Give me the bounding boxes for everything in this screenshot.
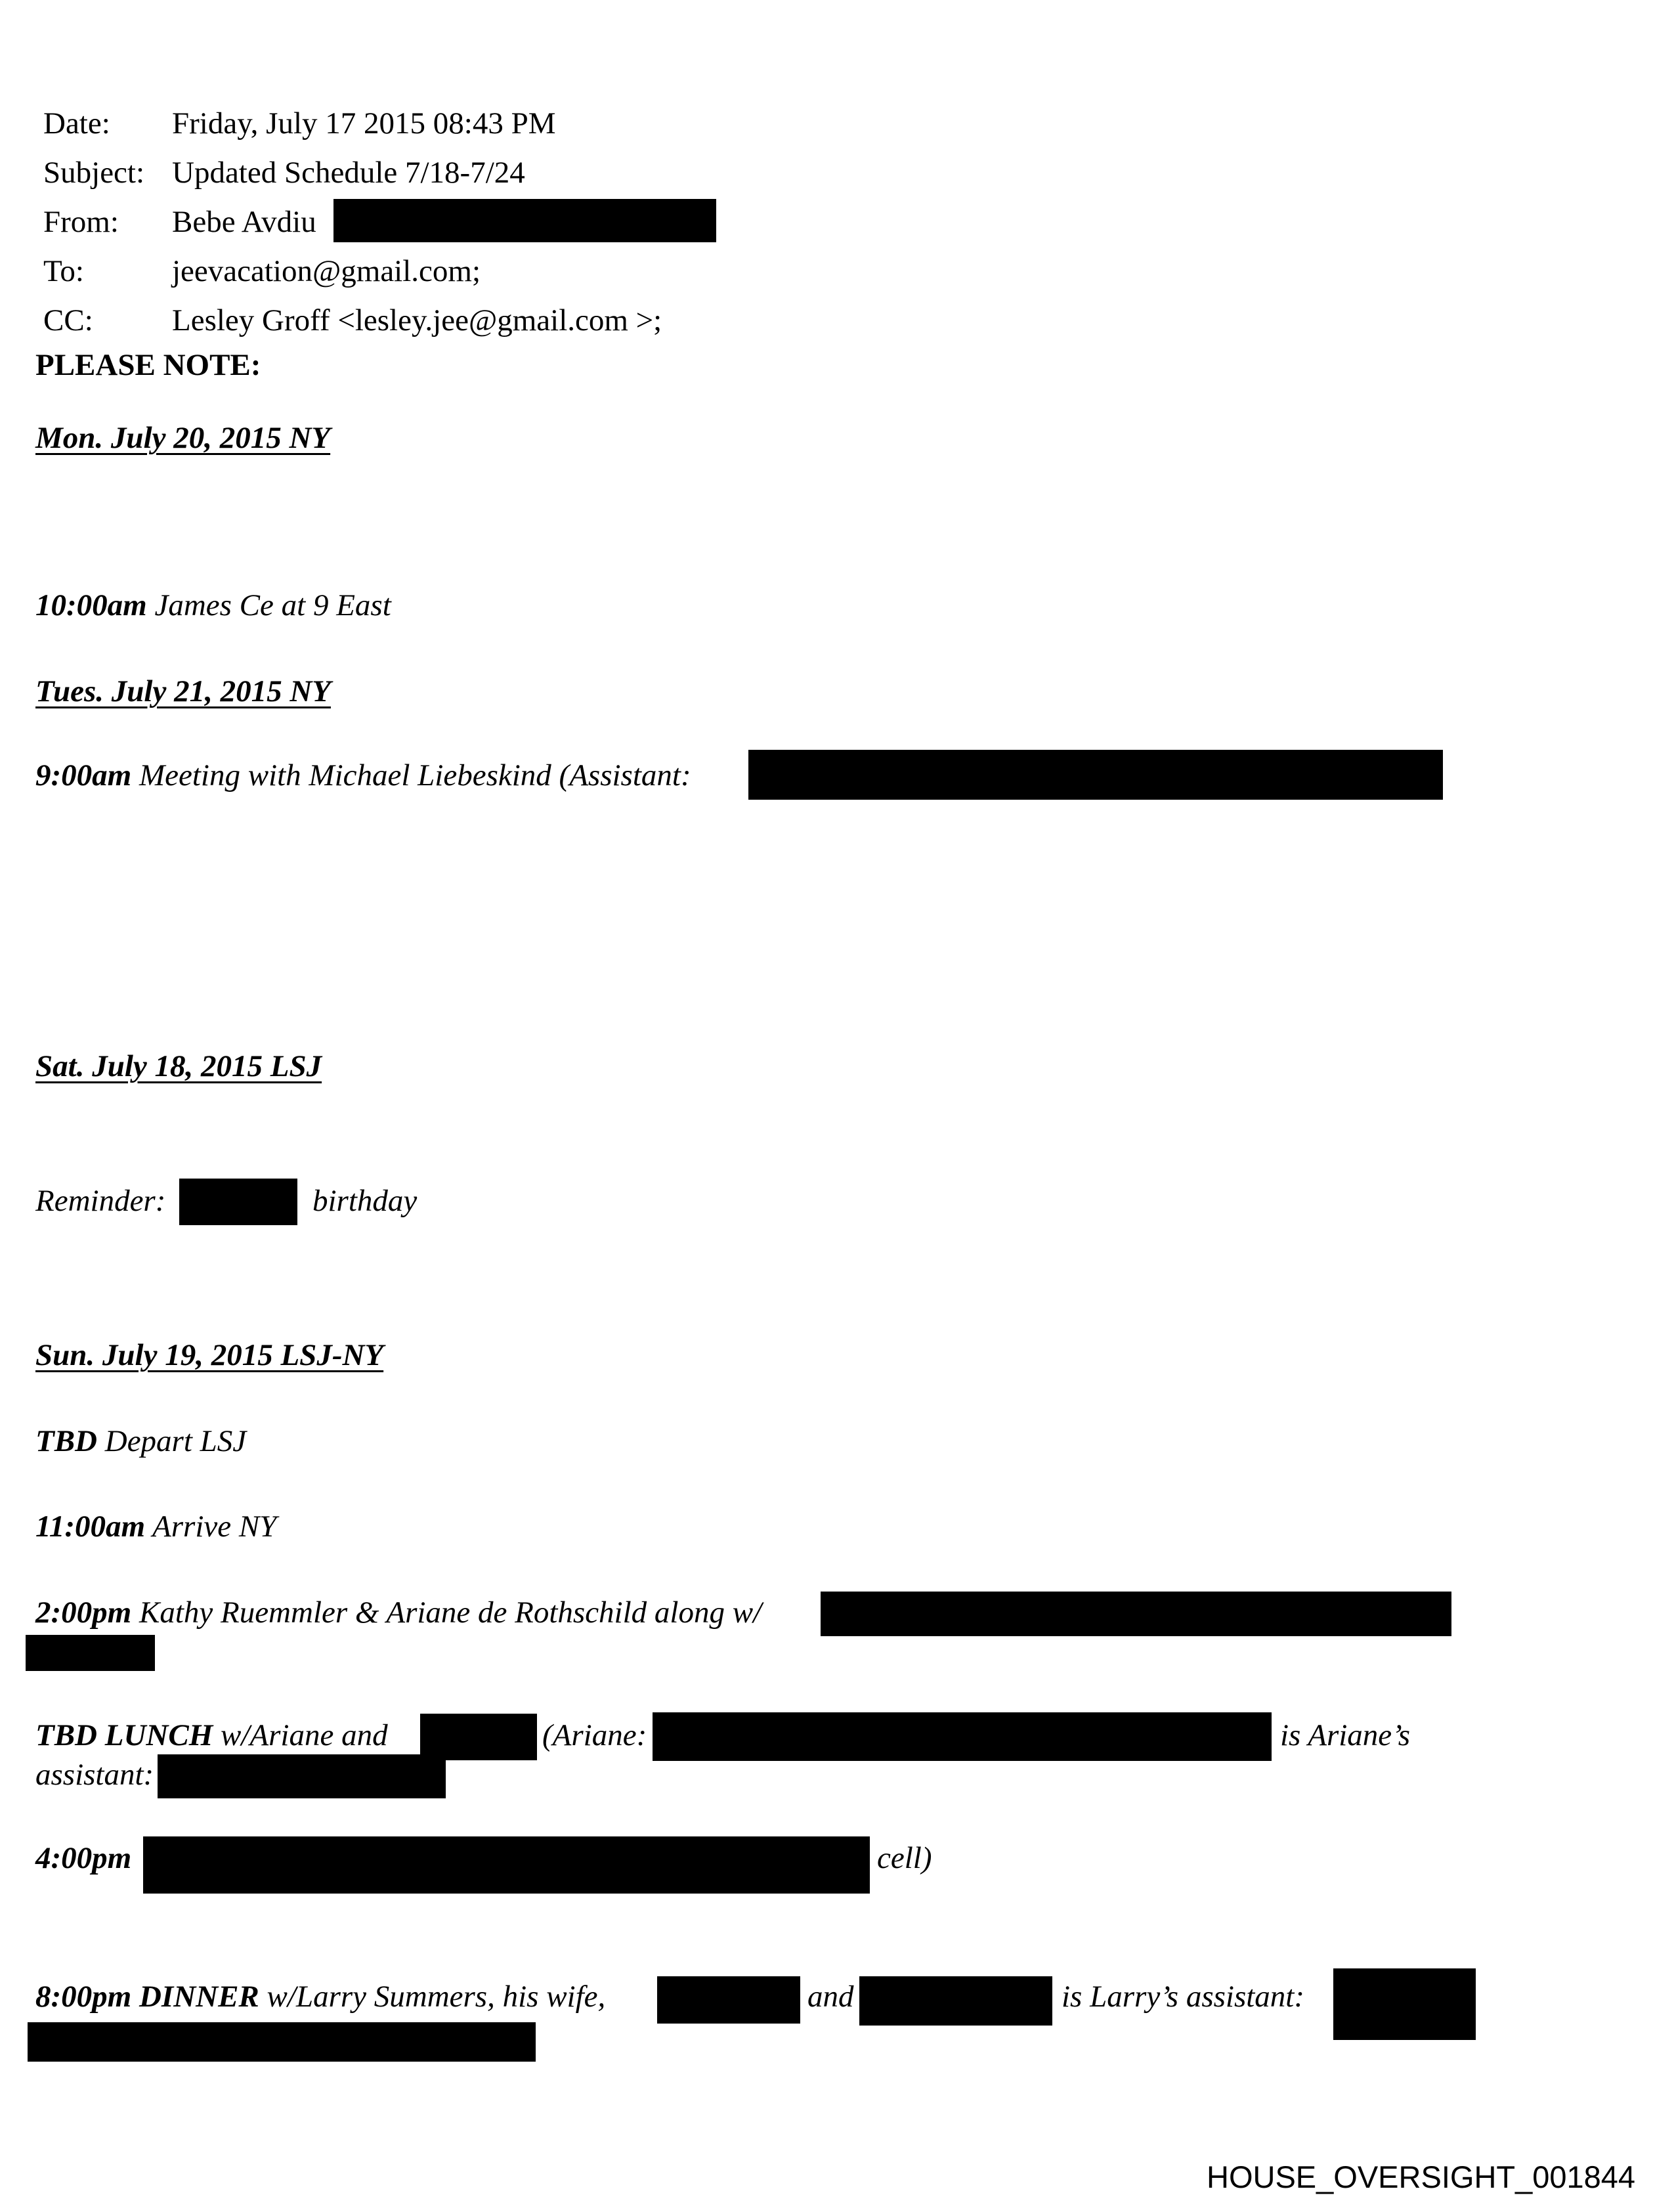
event-text: Depart LSJ (104, 1424, 247, 1458)
redaction-block (28, 2022, 536, 2062)
redaction-block (179, 1179, 297, 1225)
event-text: (Ariane: (542, 1718, 647, 1752)
event-sun-4 (35, 1720, 388, 1751)
event-text: and (807, 1980, 854, 2014)
from-label: From: (43, 205, 119, 239)
event-time: 10:00am (35, 588, 147, 622)
redaction-block (158, 1754, 446, 1798)
event-text: cell) (877, 1841, 932, 1875)
day-heading-sat: Sat. July 18, 2015 LSJ (35, 1049, 322, 1083)
subject-label: Subject: (43, 156, 145, 190)
event-sun-6 (35, 1982, 605, 2012)
reminder-label: Reminder: (35, 1184, 166, 1218)
redaction-block (26, 1635, 155, 1671)
event-sun-1 (35, 1426, 246, 1457)
day-heading-tue: Tues. July 21, 2015 NY (35, 674, 331, 708)
date-label: Date: (43, 106, 110, 141)
redaction-block (333, 199, 716, 242)
date-value: Friday, July 17 2015 08:43 PM (172, 106, 556, 141)
cc-label: CC: (43, 303, 93, 337)
to-label: To: (43, 254, 84, 288)
redaction-block (748, 750, 1443, 800)
event-sun-5 (35, 1843, 131, 1874)
redaction-block (1333, 1968, 1476, 2040)
subject-value: Updated Schedule 7/18-7/24 (172, 156, 525, 190)
event-text: Meeting with Michael Liebeskind (Assistant: (139, 758, 691, 792)
event-text: is Larry’s assistant: (1062, 1980, 1305, 2014)
reminder-suffix: birthday (312, 1184, 418, 1218)
redaction-block (657, 1976, 800, 2024)
bates-number: HOUSE_OVERSIGHT_001844 (1207, 2159, 1636, 2194)
event-time: TBD (35, 1424, 97, 1458)
redaction-block (859, 1976, 1052, 2026)
event-text: w/Larry Summers, his wife, (267, 1980, 606, 2014)
event-text: assistant: (35, 1758, 154, 1792)
event-sun-2 (35, 1511, 276, 1542)
redaction-block (420, 1714, 537, 1760)
event-time: TBD LUNCH (35, 1718, 213, 1752)
cc-value: Lesley Groff <lesley.jee@gmail.com >; (172, 303, 662, 337)
event-text: is Ariane’s (1280, 1718, 1411, 1752)
event-text: Kathy Ruemmler & Ariane de Rothschild along w/ (139, 1595, 762, 1630)
redaction-block (653, 1712, 1272, 1761)
redaction-block (821, 1592, 1451, 1636)
event-time: 11:00am (35, 1509, 146, 1544)
event-mon-1 (35, 590, 391, 621)
event-text: James Ce at 9 East (154, 588, 391, 622)
please-note-heading: PLEASE NOTE: (35, 348, 261, 382)
to-value: jeevacation@gmail.com; (172, 254, 481, 288)
event-time: 8:00pm DINNER (35, 1980, 259, 2014)
event-time: 4:00pm (35, 1841, 132, 1875)
event-text: Arrive NY (152, 1509, 277, 1544)
from-value: Bebe Avdiu (172, 205, 316, 239)
event-text: w/Ariane and (221, 1718, 388, 1752)
event-time: 2:00pm (35, 1595, 132, 1630)
redaction-block (143, 1836, 870, 1894)
event-time: 9:00am (35, 758, 132, 792)
day-heading-mon: Mon. July 20, 2015 NY (35, 421, 331, 455)
event-sun-3 (35, 1597, 762, 1628)
day-heading-sun: Sun. July 19, 2015 LSJ-NY (35, 1338, 384, 1372)
event-tue-1 (35, 760, 691, 791)
